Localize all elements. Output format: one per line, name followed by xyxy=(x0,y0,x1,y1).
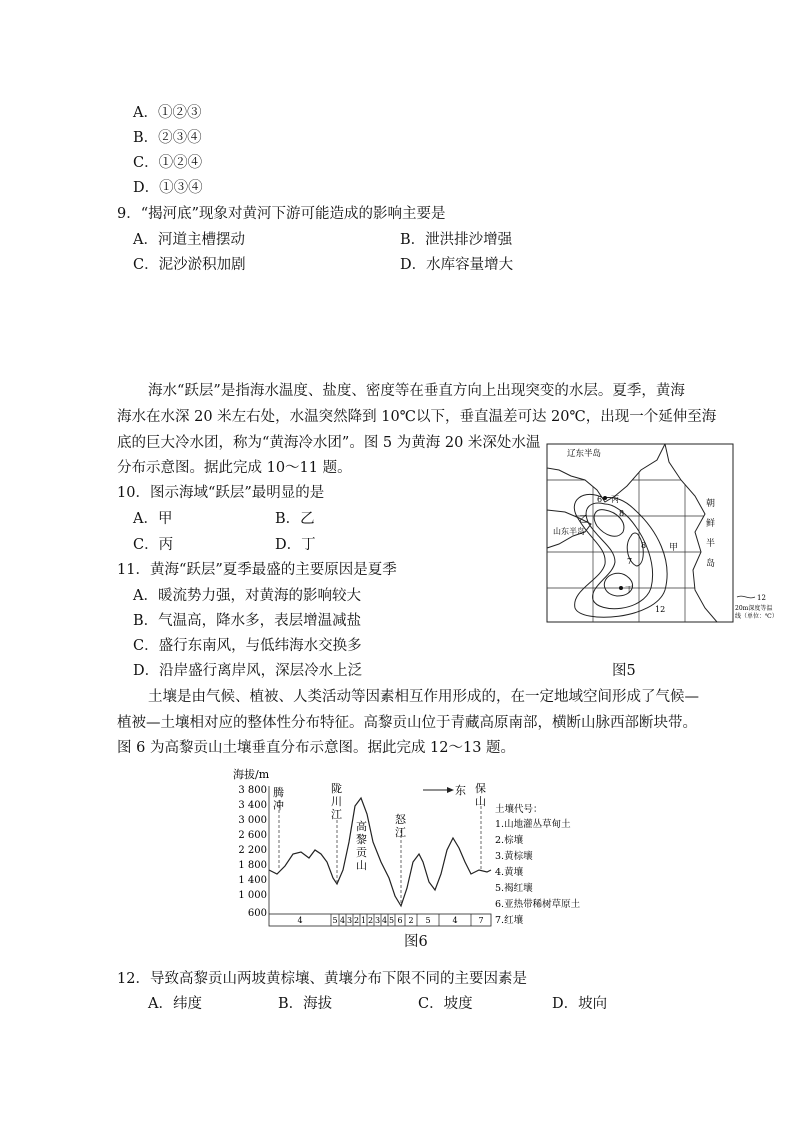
fig6-y-tick-2200: 2 200 xyxy=(238,845,267,856)
fig5-label-yi: 乙 xyxy=(579,515,589,525)
fig6-bar-code: 3 xyxy=(374,916,381,925)
fig5-iso6: 6 xyxy=(597,495,603,504)
passage1-line4: 分布示意图。据此完成 10～11 题。 xyxy=(117,460,352,476)
figure-6-caption: 图6 xyxy=(404,934,428,950)
q9-option-b: B．泄洪排沙增强 xyxy=(400,232,513,248)
fig6-y-tick-600: 600 xyxy=(247,908,267,919)
q10-stem: 10．图示海域“跃层”最明显的是 xyxy=(117,485,325,501)
fig6-bar-code: 3 xyxy=(346,916,353,925)
passage1-line3: 底的巨大冷水团，称为“黄海冷水团”。图 5 为黄海 20 米深处水温 xyxy=(117,435,541,451)
q9-option-d: D．水库容量增大 xyxy=(400,257,514,273)
fig6-bar-code: 1 xyxy=(360,916,367,925)
passage2-line1: 土壤是由气候、植被、人类活动等因素相互作用形成的，在一定地域空间形成了气候— xyxy=(148,689,699,705)
q8-option-a: A．①②③ xyxy=(133,105,202,121)
fig5-label-bing: 丙 xyxy=(611,495,619,504)
fig6-legend-6: 6.亚热带稀树草原土 xyxy=(495,899,581,910)
fig6-bar-code: 5 xyxy=(388,916,395,925)
fig6-bar-code: 4 xyxy=(381,916,388,925)
fig5-label-jia: 甲 xyxy=(669,543,679,553)
figure-6-profile xyxy=(225,766,585,931)
fig5-korea-4: 岛 xyxy=(706,559,716,569)
fig6-y-tick-3000: 3 000 xyxy=(238,815,267,826)
fig6-y-tick-1800: 1 800 xyxy=(238,860,267,871)
fig5-legend-line2: 线（单位：℃） xyxy=(735,613,778,620)
fig6-east-label: 东 xyxy=(455,784,466,797)
q12-option-c: C．坡度 xyxy=(418,996,473,1012)
fig6-bar-code: 6 xyxy=(397,916,403,925)
fig6-legend-5: 5.褐红壤 xyxy=(495,883,533,894)
q12-stem: 12．导致高黎贡山两坡黄棕壤、黄壤分布下限不同的主要因素是 xyxy=(117,971,527,987)
fig6-place-tengchong-2: 冲 xyxy=(273,799,284,812)
q10-option-a: A．甲 xyxy=(133,511,173,527)
fig6-y-tick-2600: 2 600 xyxy=(238,830,267,841)
fig5-korea-1: 朝 xyxy=(706,499,716,509)
fig6-legend-7: 7.红壤 xyxy=(495,915,524,926)
q11-stem: 11．黄海“跃层”夏季最盛的主要原因是夏季 xyxy=(117,562,397,578)
fig6-place-tengchong-1: 腾 xyxy=(273,786,284,799)
q10-option-b: B．乙 xyxy=(275,511,315,527)
fig6-legend-1: 1.山地灌丛草甸土 xyxy=(495,819,571,830)
fig6-bar-code: 7 xyxy=(478,916,484,925)
fig6-y-tick-3800: 3 800 xyxy=(238,785,267,796)
fig6-y-tick-1400: 1 400 xyxy=(238,875,267,886)
q12-option-a: A．纬度 xyxy=(148,996,202,1012)
fig5-iso12: 12 xyxy=(655,605,666,614)
fig6-place-longchuan-2: 川 xyxy=(331,795,342,808)
fig6-bar-code: 5 xyxy=(425,916,431,925)
fig5-label-ding: 丁 xyxy=(625,585,633,594)
fig6-place-gaoligong-1: 高 xyxy=(356,820,367,833)
passage1-line2: 海水在水深 20 米左右处，水温突然降到 10℃以下，垂直温差可达 20℃，出现一个延伸至海 xyxy=(117,409,717,425)
q11-option-c: C．盛行东南风，与低纬海水交换多 xyxy=(133,638,362,654)
passage2-line2: 植被—土壤相对应的整体性分布特征。高黎贡山位于青藏高原南部，横断山脉西部断块带。 xyxy=(117,715,697,731)
fig6-place-baoshan-1: 保 xyxy=(475,782,486,795)
fig5-iso8b: 8 xyxy=(641,541,647,550)
q8-option-d: D．①③④ xyxy=(133,180,203,196)
fig6-y-title: 海拔/m xyxy=(233,768,270,781)
fig5-label-liaodong: 辽东半岛 xyxy=(567,449,602,459)
fig6-place-longchuan-1: 陇 xyxy=(331,782,342,795)
fig6-place-baoshan-2: 山 xyxy=(475,795,486,808)
fig6-legend-3: 3.黄棕壤 xyxy=(495,851,533,862)
q9-stem: 9．“揭河底”现象对黄河下游可能造成的影响主要是 xyxy=(117,206,446,222)
fig6-legend-4: 4.黄壤 xyxy=(495,867,524,878)
fig5-korea-3: 半 xyxy=(706,539,716,549)
fig6-bar-code: 4 xyxy=(339,916,346,925)
fig5-legend-num: 12 xyxy=(757,594,766,602)
fig6-place-gaoligong-3: 贡 xyxy=(356,846,367,859)
fig6-place-gaoligong-4: 山 xyxy=(356,859,367,872)
q11-option-d: D．沿岸盛行离岸风，深层冷水上泛 xyxy=(133,663,363,679)
fig6-legend-title: 土壤代号： xyxy=(495,804,543,815)
fig5-korea-2: 鲜 xyxy=(706,519,716,529)
q11-option-a: A．暖流势力强，对黄海的影响较大 xyxy=(133,588,361,604)
fig5-legend-line1: 20m深度等温 xyxy=(735,605,773,612)
q12-option-b: B．海拔 xyxy=(278,996,333,1012)
fig5-label-shandong: 山东半岛 xyxy=(553,527,585,536)
fig6-place-longchuan-3: 江 xyxy=(331,808,342,821)
fig6-y-tick-1000: 1 000 xyxy=(238,890,267,901)
fig6-y-tick-3400: 3 400 xyxy=(238,800,267,811)
fig6-bar-code: 2 xyxy=(408,916,414,925)
fig6-bar-code: 4 xyxy=(452,916,458,925)
fig5-iso7: 7 xyxy=(627,557,633,566)
fig6-bar-code: 4 xyxy=(297,916,303,925)
fig6-bar-code: 2 xyxy=(353,916,360,925)
figure-5-caption: 图5 xyxy=(612,663,636,679)
passage1-line1: 海水“跃层”是指海水温度、盐度、密度等在垂直方向上出现突变的水层。夏季，黄海 xyxy=(148,383,685,399)
passage2-line3: 图 6 为高黎贡山土壤垂直分布示意图。据此完成 12～13 题。 xyxy=(117,740,516,756)
q10-option-d: D．丁 xyxy=(275,537,316,553)
q8-option-b: B．②③④ xyxy=(133,130,202,146)
q10-option-c: C．丙 xyxy=(133,537,174,553)
fig6-place-nujiang-1: 怒 xyxy=(395,813,406,826)
fig5-iso8a: 8 xyxy=(619,509,625,518)
q9-option-c: C．泥沙淤积加剧 xyxy=(133,257,246,273)
q9-option-a: A．河道主槽摆动 xyxy=(133,232,245,248)
fig6-bar-code: 5 xyxy=(332,916,338,925)
fig6-place-nujiang-2: 江 xyxy=(395,826,406,839)
figure-5-map xyxy=(545,440,790,630)
fig6-legend-2: 2.棕壤 xyxy=(495,835,524,846)
q8-option-c: C．①②④ xyxy=(133,155,203,171)
fig6-place-gaoligong-2: 黎 xyxy=(356,833,367,846)
fig6-bar-code: 2 xyxy=(367,916,374,925)
q11-option-b: B．气温高，降水多，表层增温减盐 xyxy=(133,613,362,629)
q12-option-d: D．坡向 xyxy=(552,996,608,1012)
